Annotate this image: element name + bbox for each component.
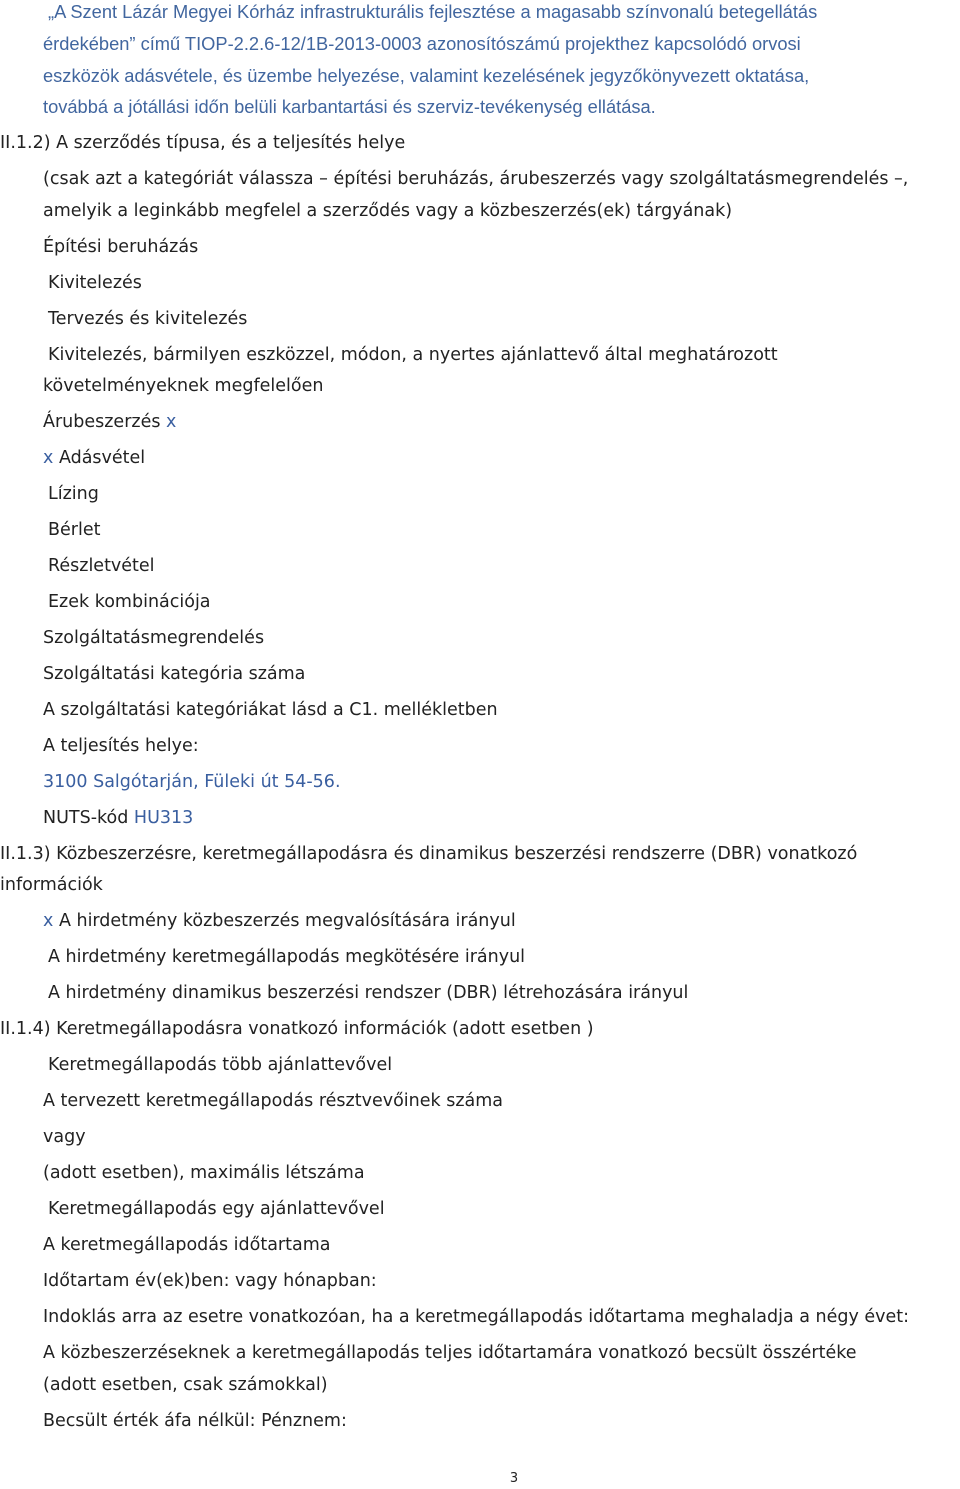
nuts-code-label: NUTS-kód bbox=[43, 808, 129, 828]
option-szolgaltatasmegrendeles: Szolgáltatásmegrendelés bbox=[43, 628, 265, 648]
option-lizing: Lízing bbox=[48, 484, 99, 504]
nuts-code-value: HU313 bbox=[133, 808, 194, 828]
option-kombinacio: Ezek kombinációja bbox=[48, 592, 211, 612]
kozbeszerzes-label: A hirdetmény közbeszerzés megvalósítására irányul bbox=[58, 911, 516, 931]
category-note-line-2: amelyik a leginkább megfelel a szerződés vagy a közbeszerzés(ek) tárgyának) bbox=[43, 201, 733, 221]
section-title-ii-1-3-line-2: információk bbox=[0, 875, 103, 895]
framework-duration: A keretmegállapodás időtartama bbox=[43, 1235, 331, 1255]
maximum-headcount: (adott esetben), maximális létszáma bbox=[43, 1163, 365, 1183]
option-arubeszerzes bbox=[43, 410, 176, 434]
section-title-ii-1-2: II.1.2) A szerződés típusa, és a teljesítés helye bbox=[0, 133, 406, 153]
option-keretmegallapodas: A hirdetmény keretmegállapodás megkötésére irányul bbox=[48, 947, 526, 967]
option-kivitelezes-barmilyen-2: követelményeknek megfelelően bbox=[43, 376, 324, 396]
kozbeszerzes-check-mark: x bbox=[43, 911, 54, 931]
option-reszletvetel: Részletvétel bbox=[48, 556, 155, 576]
option-egy-ajanlattevovel: Keretmegállapodás egy ajánlattevővel bbox=[48, 1199, 385, 1219]
header-line-3: eszközök adásvétele, és üzembe helyezése, valamint kezelésének jegyzőkönyvezett oktatása, bbox=[43, 65, 810, 86]
header-line-2: érdekében” című TIOP-2.2.6-12/1B-2013-0003 azonosítószámú projekthez kapcsolódó orvosi bbox=[43, 33, 801, 54]
participants-count: A tervezett keretmegállapodás résztvevőinek száma bbox=[43, 1091, 503, 1111]
option-kozbeszerzes bbox=[43, 909, 516, 933]
duration-years-months: Időtartam év(ek)ben: vagy hónapban: bbox=[43, 1271, 377, 1291]
arubeszerzes-label: Árubeszerzés bbox=[43, 412, 161, 432]
option-tervezes-es-kivitelezes: Tervezés és kivitelezés bbox=[48, 309, 248, 329]
header-line-1: „A Szent Lázár Megyei Kórház infrastrukturális fejlesztése a magasabb színvonalú betegellátás bbox=[48, 1, 818, 22]
option-berlet: Bérlet bbox=[48, 520, 101, 540]
option-adasvetel bbox=[43, 446, 145, 470]
option-kivitelezes: Kivitelezés bbox=[48, 273, 142, 293]
option-epitesi-beruhazas: Építési beruházás bbox=[43, 237, 199, 257]
service-category-reference: A szolgáltatási kategóriákat lásd a C1. mellékletben bbox=[43, 700, 498, 720]
header-line-4: továbbá a jótállási időn belüli karbantartási és szerviz-tevékenység ellátása. bbox=[43, 96, 656, 117]
page-number: 3 bbox=[509, 1471, 519, 1486]
nuts-code bbox=[43, 806, 193, 830]
adasvetel-label: Adásvétel bbox=[58, 448, 146, 468]
service-category-number: Szolgáltatási kategória száma bbox=[43, 664, 306, 684]
performance-place-address: 3100 Salgótarján, Füleki út 54-56. bbox=[43, 772, 341, 792]
performance-place-label: A teljesítés helye: bbox=[43, 736, 199, 756]
justification-over-four-years: Indoklás arra az esetre vonatkozóan, ha a keretmegállapodás időtartama meghaladja a négy évet: bbox=[43, 1307, 910, 1327]
category-note-line-1: (csak azt a kategóriát válassza – építési beruházás, árubeszerzés vagy szolgáltatásmegrendelés –, bbox=[43, 169, 909, 189]
section-title-ii-1-4: II.1.4) Keretmegállapodásra vonatkozó információk (adott esetben ) bbox=[0, 1019, 594, 1039]
arubeszerzes-check-mark: x bbox=[166, 412, 177, 432]
or-text: vagy bbox=[43, 1127, 86, 1147]
option-tobb-ajanlattevovel: Keretmegállapodás több ajánlattevővel bbox=[48, 1055, 393, 1075]
estimated-total-value-line-2: (adott esetben, csak számokkal) bbox=[43, 1375, 328, 1395]
section-title-ii-1-3-line-1: II.1.3) Közbeszerzésre, keretmegállapodásra és dinamikus beszerzési rendszerre (DBR) vonatkozó bbox=[0, 844, 858, 864]
estimated-total-value-line-1: A közbeszerzéseknek a keretmegállapodás teljes időtartamára vonatkozó becsült összértéke bbox=[43, 1343, 857, 1363]
adasvetel-check-mark: x bbox=[43, 448, 54, 468]
option-dbr: A hirdetmény dinamikus beszerzési rendszer (DBR) létrehozására irányul bbox=[48, 983, 689, 1003]
estimated-value-excl-vat: Becsült érték áfa nélkül: Pénznem: bbox=[43, 1411, 347, 1431]
option-kivitelezes-barmilyen-1: Kivitelezés, bármilyen eszközzel, módon, a nyertes ajánlattevő által meghatározott bbox=[48, 345, 778, 365]
